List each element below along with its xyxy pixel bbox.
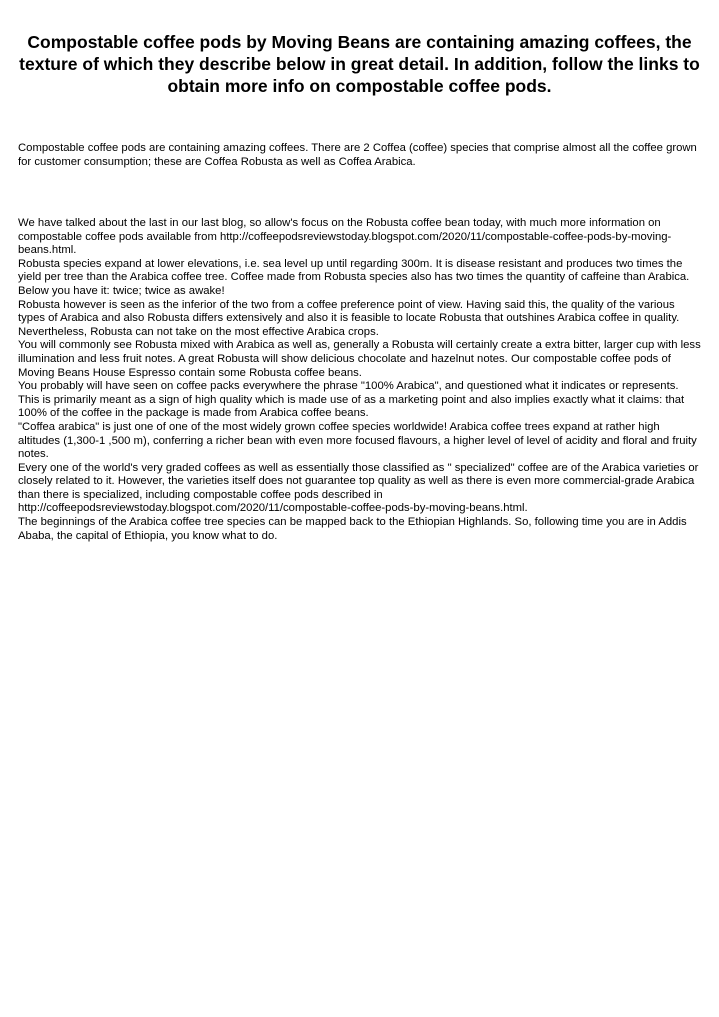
paragraph: You will commonly see Robusta mixed with Arabica as well as, generally a Robusta will certainly create a extra bitter, larger cup with less illumination and less fruit notes. A great Robusta will show delicious chocolate and hazelnut notes. Our compostable coffee pods of Moving Beans House Espresso contain some Robusta coffee beans. [18,339,701,379]
body-text [18,217,702,543]
page-title: Compostable coffee pods by Moving Beans are containing amazing coffees, the texture of which they describe below in great detail. In addition, follow the links to obtain more info on compostable coffee pods. [19,32,700,96]
paragraph: The beginnings of the Arabica coffee tree species can be mapped back to the Ethiopian Highlands. So, following time you are in Addis Ababa, the capital of Ethiopia, you know what to do. [18,516,687,542]
paragraph: You probably will have seen on coffee packs everywhere the phrase "100% Arabica", and questioned what it indicates or represents. This is primarily meant as a sign of high quality which is made use of as a marketing point and also implies exactly what it claims: that 100% of the coffee in the package is made from Arabica coffee beans. [18,380,685,420]
paragraph: Robusta species expand at lower elevations, i.e. sea level up until regarding 300m. It is disease resistant and produces two times the yield per tree than the Arabica coffee tree. Coffee made from Robusta species also has two times the quantity of caffeine than Arabica. Below you have it: twice; twice as awake! [18,257,690,297]
intro-paragraph: Compostable coffee pods are containing amazing coffees. There are 2 Coffea (coffee) species that comprise almost all the coffee grown for customer consumption; these are Coffea Robusta as well as Coffea Arabica. [18,142,697,168]
paragraph: "Coffea arabica" is just one of one of the most widely grown coffee species worldwide! Arabica coffee trees expand at rather high altitudes (1,300-1 ,500 m), conferring a richer bean with even more focused flavours, a higher level of level of acidity and floral and fruity notes. [18,420,697,461]
paragraph: Robusta however is seen as the inferior of the two from a coffee preference point of view. Having said this, the quality of the various types of Arabica and also Robusta differs extensively and also it is feasible to locate Robusta that outshines Arabica coffee in quality. Nevertheless, Robusta can not take on the most effective Arabica crops. [18,298,680,338]
paragraph: We have talked about the last in our last blog, so allow's focus on the Robusta coffee bean today, with much more information on compostable coffee pods available from http://coffeepodsreviewstoday.blogspot.com/2020/11/compostable-coffee-pods-by-moving-beans.html. [18,217,672,257]
paragraph: Every one of the world's very graded coffees as well as essentially those classified as " specialized" coffee are of the Arabica varieties or closely related to it. However, the varieties itself does not guarantee top quality as well as there is even more commercial-grade Arabica than there is specialized, including compostable coffee pods described in http://coffeepodsreviewstoday.blogspot.com/2020/11/compostable-coffee-pods-by-moving-beans.html. [18,461,699,515]
